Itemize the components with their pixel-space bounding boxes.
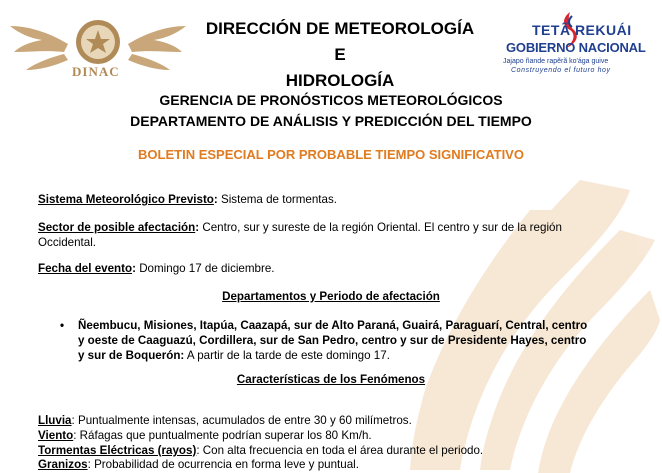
fecha-value: Domingo 17 de diciembre. <box>139 262 275 275</box>
boletin-title: BOLETIN ESPECIAL POR PROBABLE TIEMPO SIGNIFICATIVO <box>138 147 524 162</box>
gerencia-line1: GERENCIA DE PRONÓSTICOS METEOROLÓGICOS <box>159 92 503 108</box>
fenomeno-label: Viento <box>38 429 74 442</box>
fenomeno-lluvia: Lluvia: Puntualmente intensas, acumulados de entre 30 y 60 milímetros. <box>38 414 412 427</box>
fenomeno-label: Tormentas Eléctricas (rayos) <box>38 444 197 457</box>
direction-title <box>205 16 475 94</box>
sector-paragraph: Sector de posible afectación: Centro, sur y sureste de la región Oriental. El centro y sur de la región Occidental. <box>38 221 562 249</box>
dinac-logo-text: DINAC <box>72 64 120 79</box>
gov-logo-line1: TETÃ REKUÁI <box>532 22 632 38</box>
fenomeno-viento: Viento: Ráfagas que puntualmente podrían superar los 80 Km/h. <box>38 429 372 442</box>
direction-title-line1: DIRECCIÓN DE METEOROLOGÍA E <box>205 19 475 64</box>
fenomeno-value: Probabilidad de ocurrencia en forma leve y puntual. <box>94 458 359 471</box>
sistema-label: Sistema Meteorológico Previsto <box>38 193 214 206</box>
bullet-normal-line3: A partir de la tarde de este domingo 17. <box>186 349 390 362</box>
gerencia-heading <box>0 90 662 132</box>
gov-logo-line2: GOBIERNO NACIONAL <box>506 40 646 55</box>
caracteristicas-heading: Características de los Fenómenos <box>236 373 426 386</box>
departamentos-bullet <box>60 318 620 363</box>
direction-title-line2: HIDROLOGÍA <box>285 71 395 90</box>
fecha-label: Fecha del evento <box>38 262 133 275</box>
sector-label: Sector de posible afectación <box>38 221 196 234</box>
bullet-bold-line1: Ñeembucu, Misiones, Itapúa, Caazapá, sur de Alto Paraná, Guairá, Paraguarí, Central, centro <box>78 319 588 332</box>
fenomeno-value: Puntualmente intensas, acumulados de entre 30 y 60 milímetros. <box>77 414 412 427</box>
sistema-paragraph: Sistema Meteorológico Previsto: Sistema de tormentas. <box>38 193 337 206</box>
sector-value-line2: Occidental. <box>38 236 96 249</box>
gov-logo-line4: Construyendo el futuro hoy <box>511 67 611 74</box>
fenomeno-tormentas: Tormentas Eléctricas (rayos): Con alta frecuencia en toda el área durante el periodo. <box>38 444 484 457</box>
fenomeno-granizos: Granizos: Probabilidad de ocurrencia en forma leve y puntual. <box>38 458 359 471</box>
departamentos-heading: Departamentos y Periodo de afectación <box>222 290 440 303</box>
gerencia-line2: DEPARTAMENTO DE ANÁLISIS Y PREDICCIÓN DEL TIEMPO <box>130 113 532 129</box>
bullet-bold-line3: y sur de Boquerón: <box>78 349 185 362</box>
fenomeno-label: Lluvia <box>38 414 72 427</box>
gov-logo-line3: Jajapo ñande rapẽrã ko'ága guive <box>503 58 609 65</box>
sector-value-line1: Centro, sur y sureste de la región Oriental. El centro y sur de la región <box>202 221 562 234</box>
fecha-paragraph: Fecha del evento: Domingo 17 de diciembre. <box>38 262 275 275</box>
bullet-dot-icon: • <box>60 319 65 332</box>
sistema-value: Sistema de tormentas. <box>221 193 337 206</box>
fenomeno-value: Ráfagas que puntualmente podrían superar los 80 Km/h. <box>79 429 372 442</box>
bullet-bold-line2: y oeste de Caaguazú, Cordillera, sur de San Pedro, centro y sur de Presidente Hayes, centro <box>78 334 587 347</box>
fenomeno-value: Con alta frecuencia en toda el área durante el periodo. <box>202 444 484 457</box>
fenomeno-label: Granizos <box>38 458 88 471</box>
